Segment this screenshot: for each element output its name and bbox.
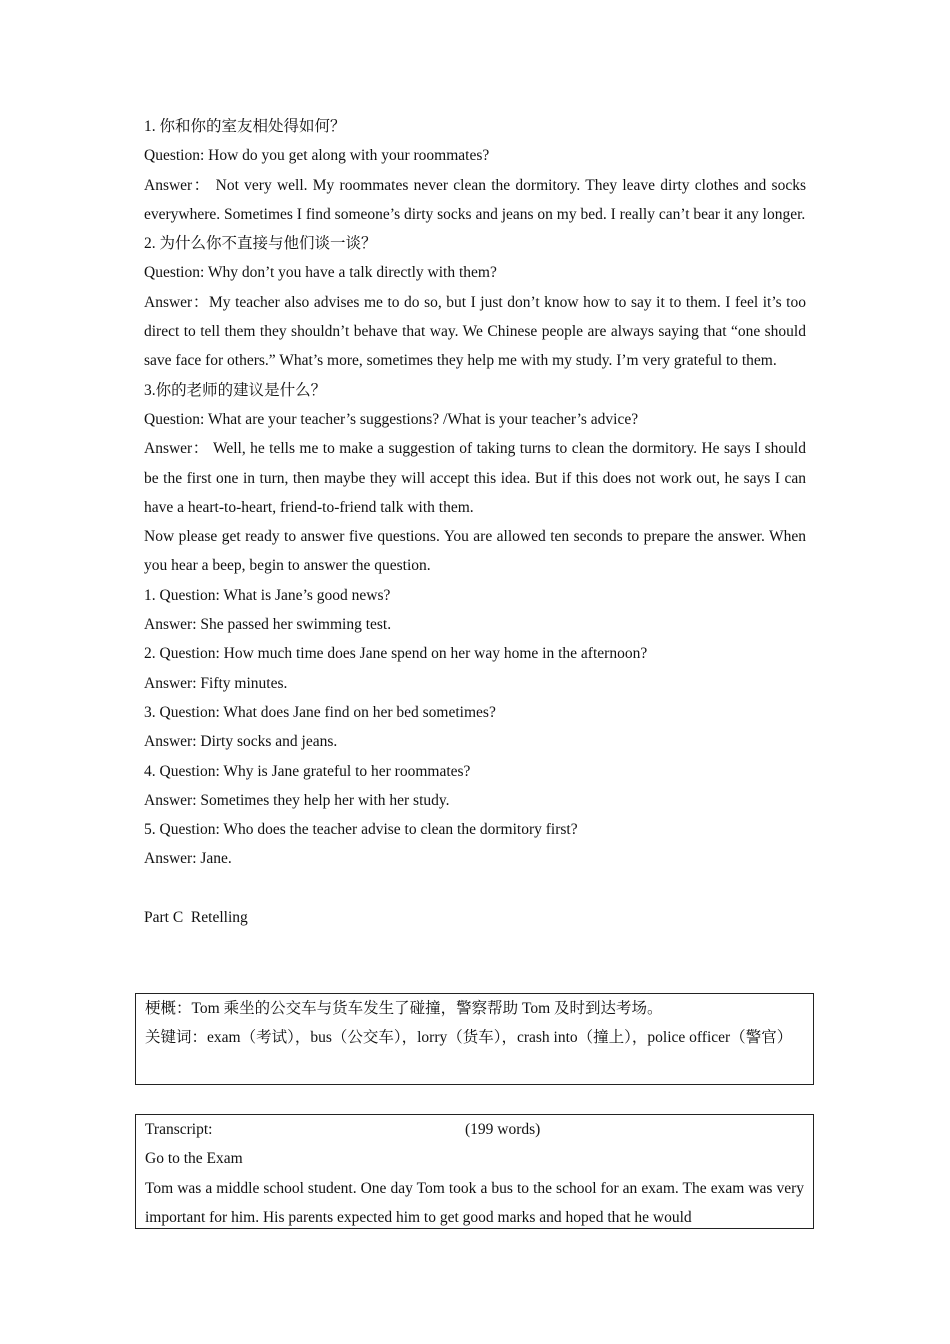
keywords-text: 关键词：exam（考试），bus（公交车），lorry（货车），crash into（撞上），police officer（警官）	[145, 1029, 793, 1047]
part-c-title: Part C Retelling	[144, 908, 248, 926]
qa-question-2: 2. Question: How much time does Jane spend on her way home in the afternoon?	[144, 645, 648, 663]
document-body	[144, 112, 806, 932]
qa-answer-1: Answer: She passed her swimming test.	[144, 616, 392, 634]
summary-text: 梗概：Tom 乘坐的公交车与货车发生了碰撞，警察帮助 Tom 及时到达考场。	[145, 1000, 663, 1017]
transcript-title: Go to the Exam	[145, 1150, 243, 1168]
qa-question-1: 1. Question: What is Jane’s good news?	[144, 586, 391, 604]
qa-question-5: 5. Question: Who does the teacher advise to clean the dormitory first?	[144, 821, 578, 839]
qa-answer-5: Answer: Jane.	[144, 850, 232, 868]
cn-question-1: 1. 你和你的室友相处得如何？	[144, 118, 346, 135]
transcript-box	[135, 1114, 814, 1229]
question-3: Question: What are your teacher’s suggestions? /What is your teacher’s advice?	[144, 410, 639, 428]
qa-question-3: 3. Question: What does Jane find on her bed sometimes?	[144, 703, 496, 721]
answer-2: Answer：My teacher also advises me to do so, but I just don’t know how to say it to them. I feel it’s too direct to tell them they shouldn’t behave that way. We Chinese people are always saying that “one should save face for others.” What’s more, sometimes they help me with my study. I’m very grateful to them.	[144, 293, 806, 370]
transcript-text: Tom was a middle school student. One day Tom took a bus to the school for an exam. The exam was very important for him. His parents expected him to get good marks and hoped that he would	[145, 1179, 804, 1226]
question-1: Question: How do you get along with your roommates?	[144, 147, 490, 165]
cn-question-3: 3.你的老师的建议是什么？	[144, 381, 327, 399]
cn-question-2: 2. 为什么你不直接与他们谈一谈？	[144, 235, 377, 253]
answer-1: Answer： Not very well. My roommates never clean the dormitory. They leave dirty clothes and socks everywhere. Sometimes I find someone’s dirty socks and jeans on my bed. I really can’t bear it any longer.	[144, 176, 806, 223]
instructions: Now please get ready to answer five questions. You are allowed ten seconds to prepare the answer. When you hear a beep, begin to answer the question.	[144, 528, 806, 575]
summary-box	[135, 993, 814, 1085]
qa-answer-4: Answer: Sometimes they help her with her study.	[144, 791, 450, 809]
answer-3: Answer： Well, he tells me to make a suggestion of taking turns to clean the dormitory. He says I should be the first one in turn, then maybe they will accept this idea. But if this does not work out, he says I can have a heart-to-heart, friend-to-friend talk with them.	[144, 440, 806, 516]
qa-answer-3: Answer: Dirty socks and jeans.	[144, 733, 338, 751]
qa-question-4: 4. Question: Why is Jane grateful to her roommates?	[144, 762, 471, 780]
word-count: (199 words)	[465, 1121, 541, 1138]
qa-answer-2: Answer: Fifty minutes.	[144, 674, 288, 692]
question-2: Question: Why don’t you have a talk directly with them?	[144, 264, 497, 282]
transcript-label: Transcript:	[145, 1121, 213, 1138]
